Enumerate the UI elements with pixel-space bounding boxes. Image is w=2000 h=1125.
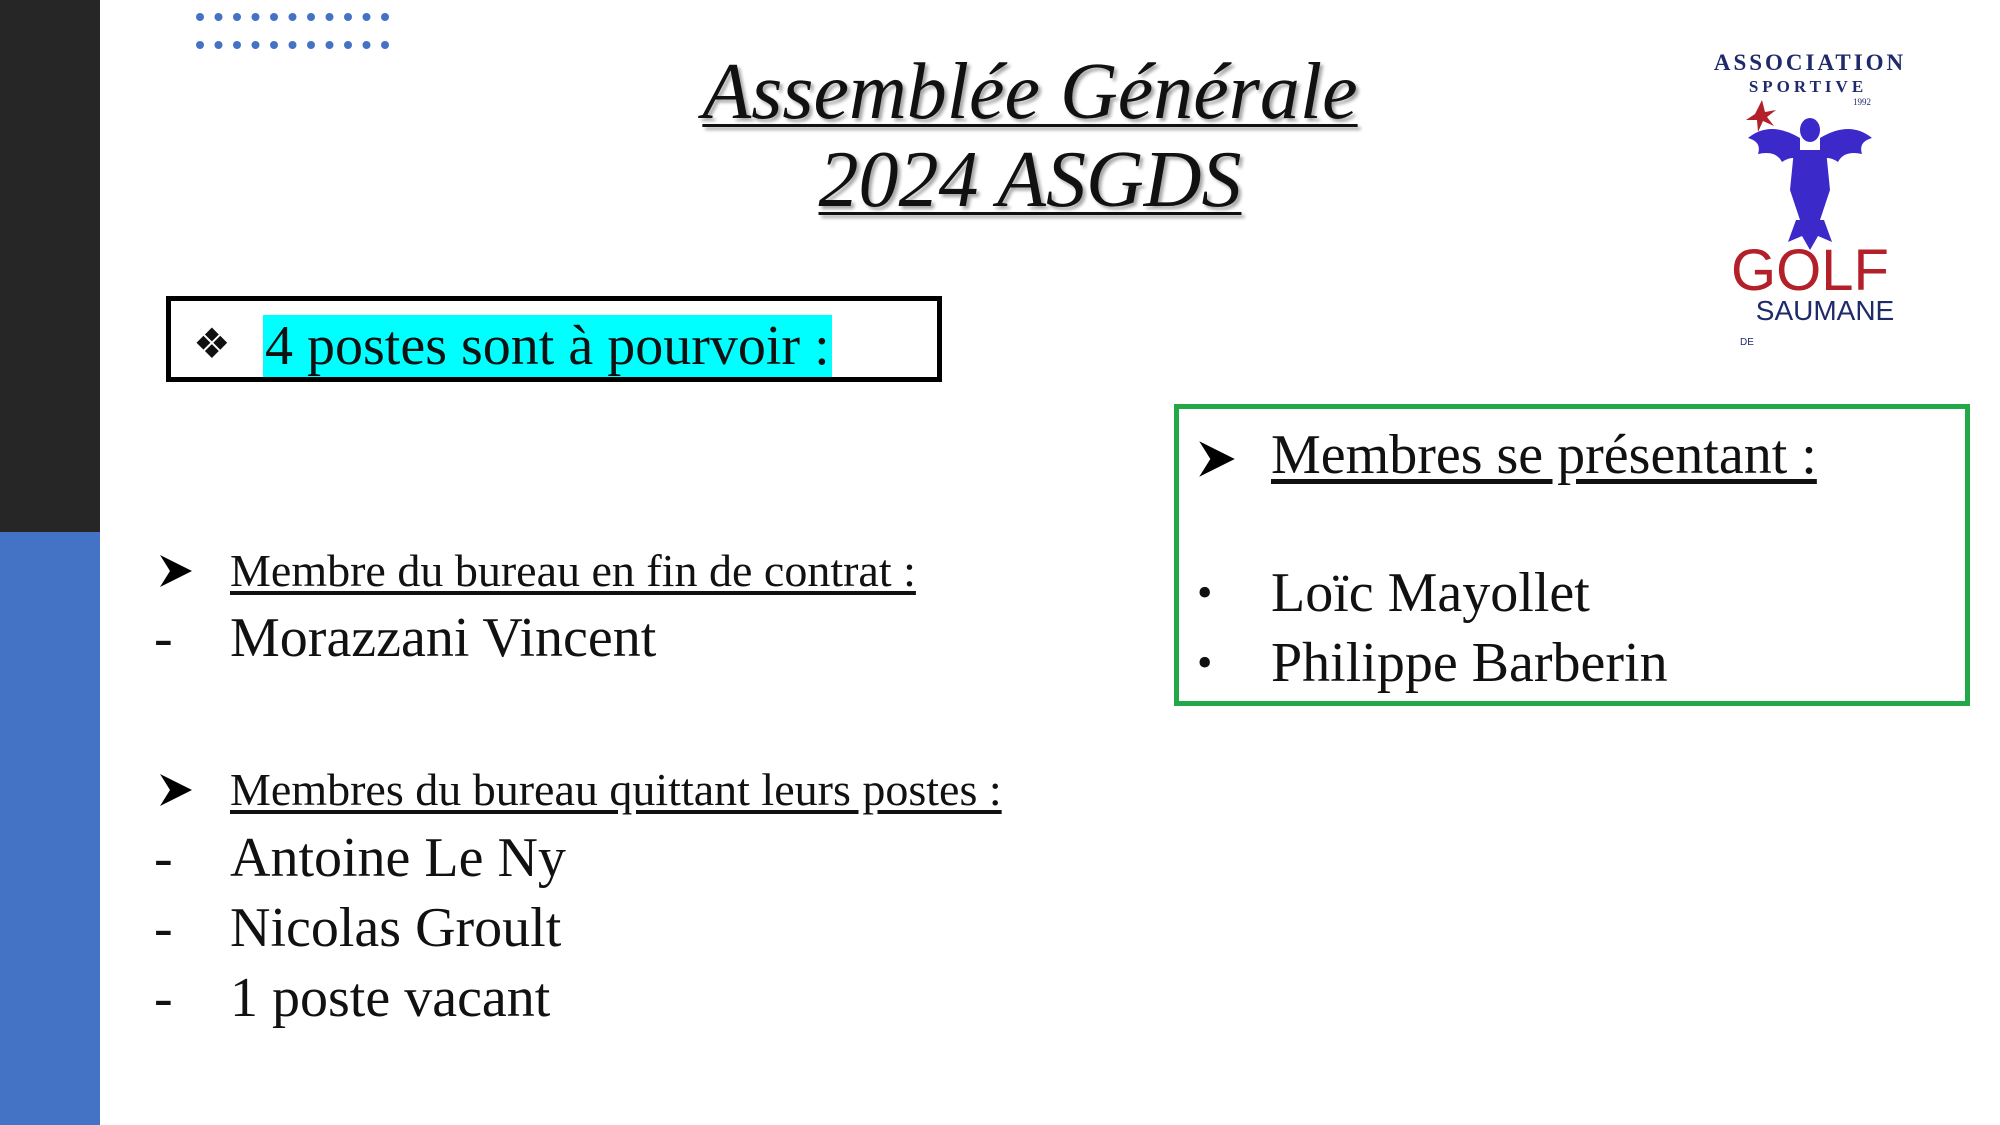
decorative-dot — [363, 41, 371, 49]
decorative-dot — [270, 13, 278, 21]
dash-bullet: - — [154, 897, 173, 959]
member-name: Antoine Le Ny — [230, 827, 566, 889]
postes-text: 4 postes sont à pourvoir : — [265, 315, 830, 377]
decorative-dot — [270, 41, 278, 49]
decorative-dot — [344, 41, 352, 49]
golf-saumane-logo — [1690, 50, 1930, 348]
section-heading-fin-contrat: Membre du bureau en fin de contrat : — [230, 545, 916, 596]
decorative-dot — [252, 41, 260, 49]
decorative-dot — [215, 13, 223, 21]
logo-text-association: ASSOCIATION — [1713, 50, 1907, 75]
dot-bullet: • — [1197, 568, 1213, 617]
decorative-dot — [326, 13, 334, 21]
logo-text-de: DE — [1740, 337, 1754, 348]
candidates-box — [1174, 404, 1970, 706]
decorative-dot — [381, 13, 389, 21]
member-name: 1 poste vacant — [230, 967, 551, 1029]
decorative-dot — [307, 41, 315, 49]
arrow-bullet-icon — [1197, 439, 1237, 479]
logo-text-year: 1992 — [1853, 97, 1871, 107]
decorative-dot — [307, 13, 315, 21]
logo-text-saumane: SAUMANE — [1755, 295, 1895, 326]
decorative-dot — [344, 13, 352, 21]
candidate-name: Loïc Mayollet — [1271, 562, 1590, 624]
diamond-bullet-icon: ❖ — [193, 322, 231, 368]
sidebar-dark-band — [0, 0, 100, 532]
decorative-dot — [381, 41, 389, 49]
decorative-dot-grid — [195, 12, 395, 54]
candidates-heading: Membres se présentant : — [1271, 424, 1817, 486]
logo-text-golf: GOLF — [1731, 238, 1889, 303]
decorative-dot — [215, 41, 223, 49]
dash-bullet: - — [154, 607, 173, 669]
member-name: Nicolas Groult — [230, 897, 562, 959]
dash-bullet: - — [154, 967, 173, 1029]
eagle-icon — [1748, 118, 1872, 250]
section-heading-quittant: Membres du bureau quittant leurs postes : — [230, 764, 1002, 815]
decorative-dot — [196, 13, 204, 21]
logo-star-icon — [1746, 100, 1776, 132]
member-name: Morazzani Vincent — [230, 607, 657, 669]
arrow-bullet-icon — [158, 772, 194, 808]
arrow-bullet-icon — [158, 553, 194, 589]
title-line-2: 2024 ASGDS — [818, 136, 1242, 224]
decorative-dot — [196, 41, 204, 49]
dot-bullet: • — [1197, 638, 1213, 687]
postes-box — [166, 296, 942, 382]
dash-bullet: - — [154, 827, 173, 889]
decorative-dot — [289, 13, 297, 21]
decorative-dot — [252, 13, 260, 21]
decorative-dot — [289, 41, 297, 49]
slide-title — [580, 48, 1480, 224]
decorative-dot — [233, 41, 241, 49]
decorative-dot — [233, 13, 241, 21]
logo-text-sportive: SPORTIVE — [1748, 77, 1868, 96]
decorative-dot — [363, 13, 371, 21]
decorative-dot — [326, 41, 334, 49]
title-line-1: Assemblée Générale — [702, 48, 1358, 136]
candidate-name: Philippe Barberin — [1271, 632, 1668, 694]
sidebar-blue-band — [0, 532, 100, 1125]
